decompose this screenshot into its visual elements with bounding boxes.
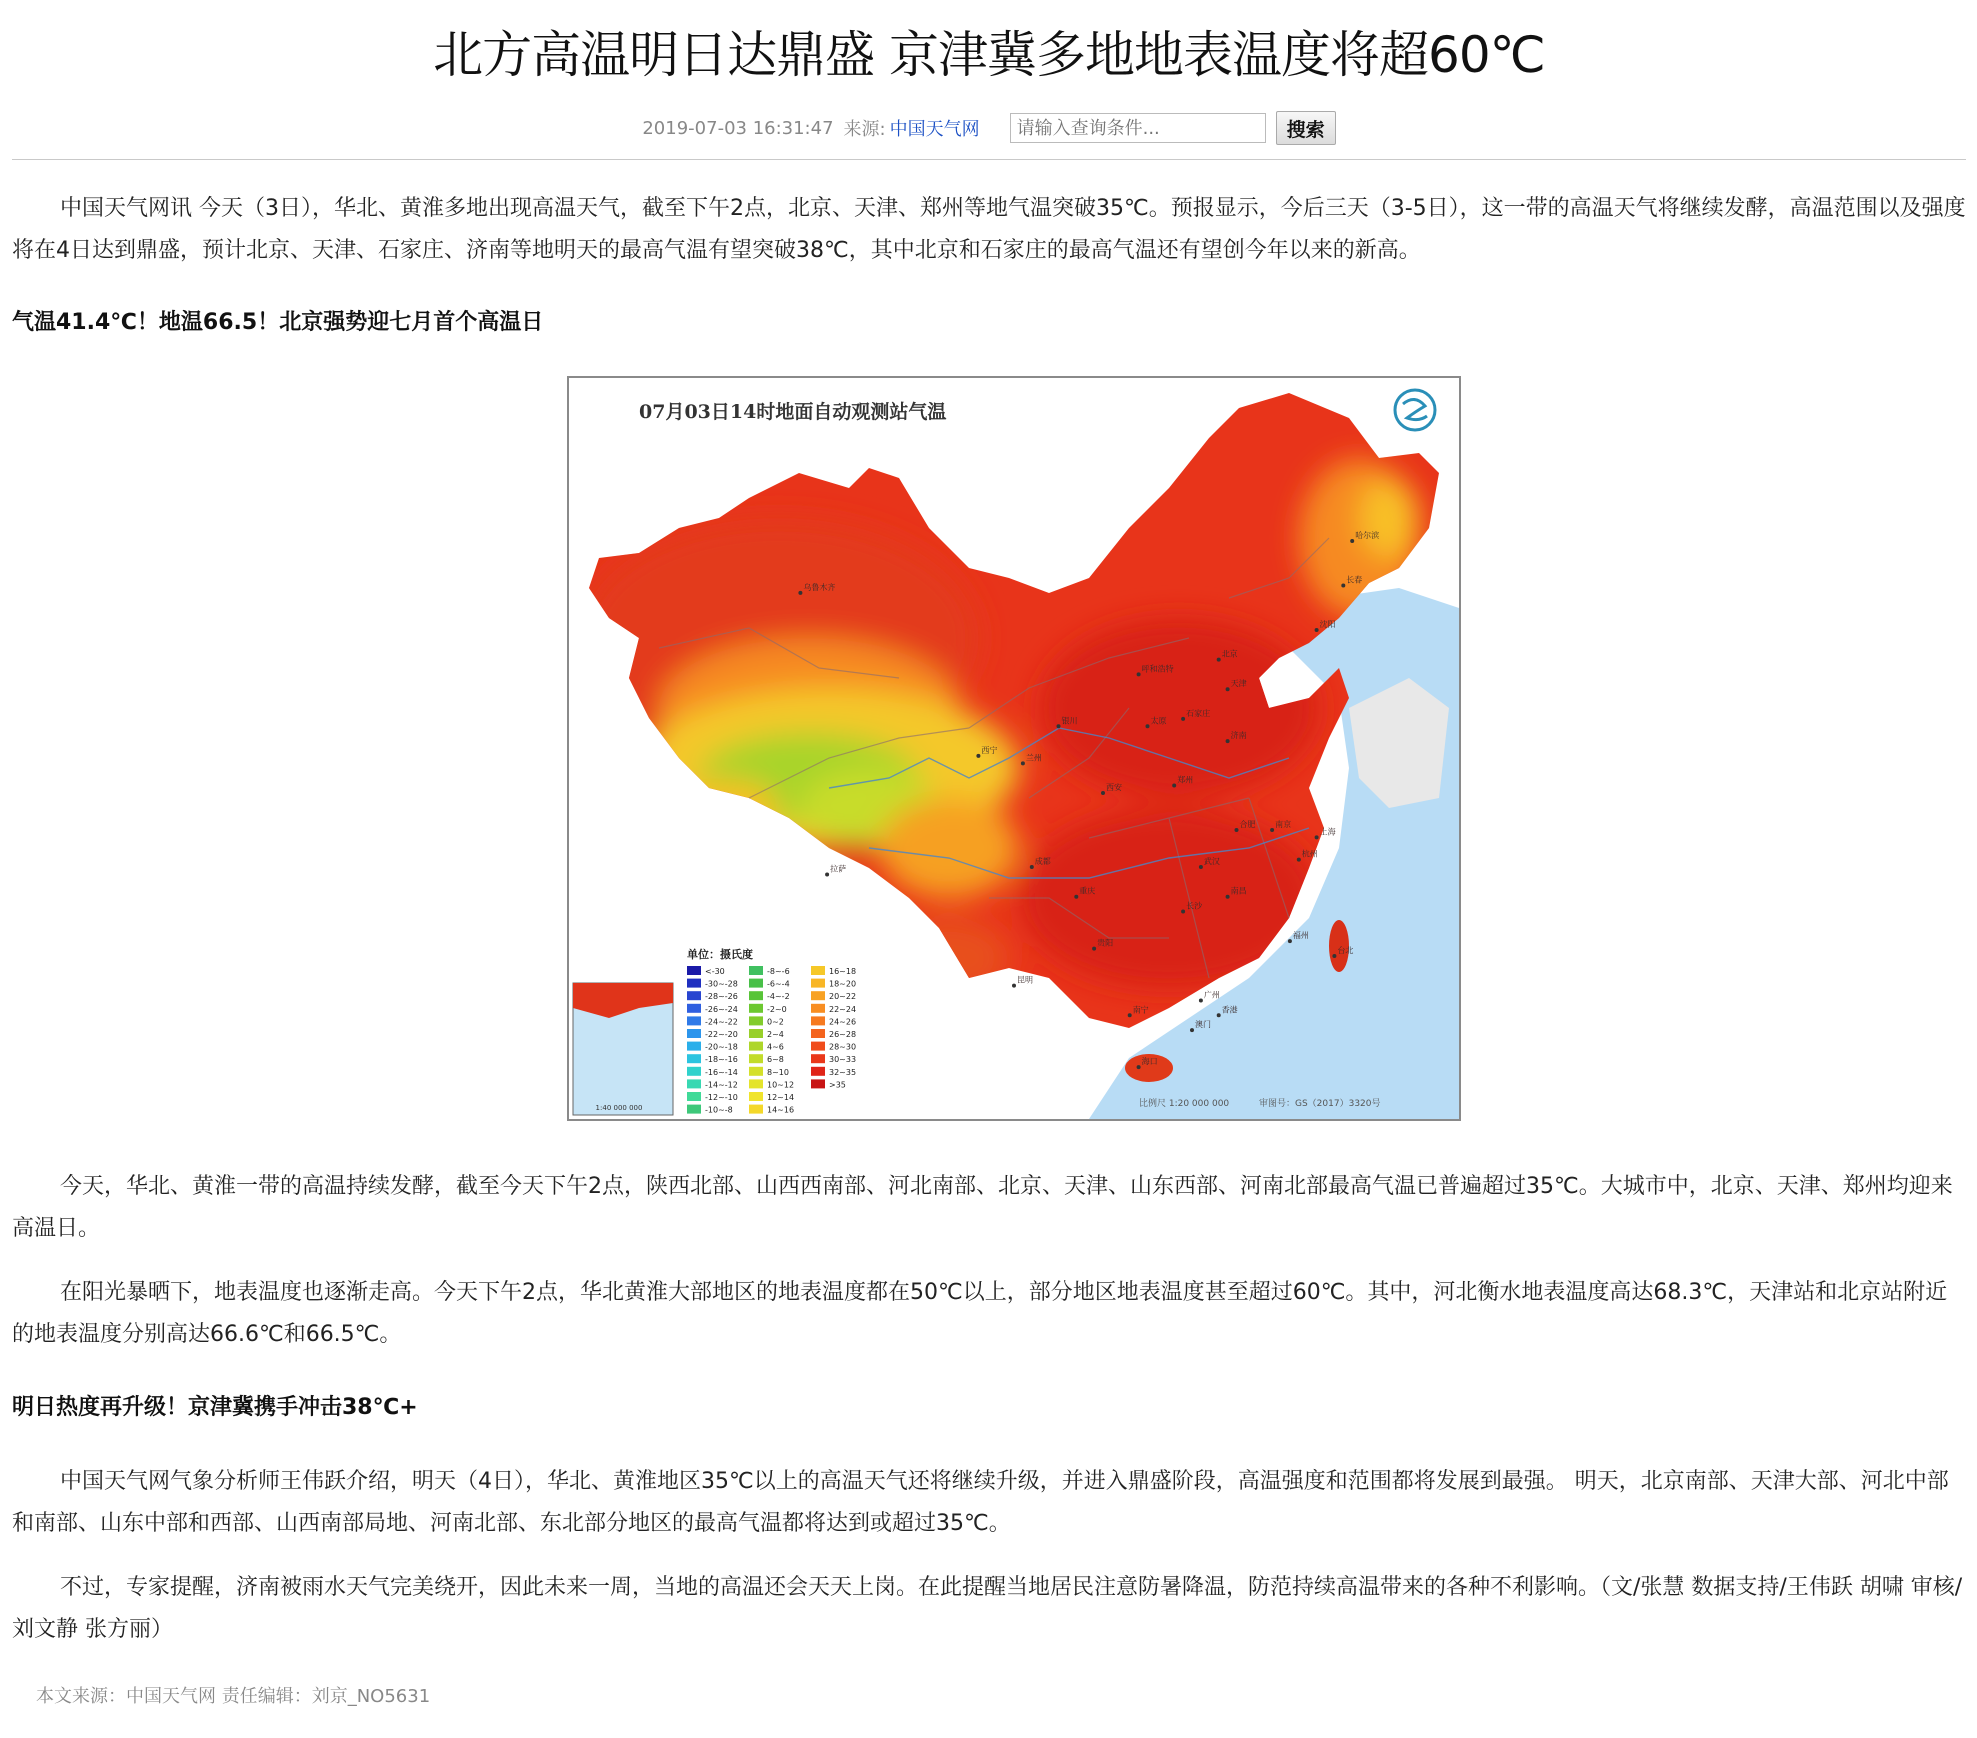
city-dot: [1172, 784, 1176, 788]
city-dot: [1146, 724, 1150, 728]
legend-swatch: [811, 1029, 825, 1038]
legend-swatch: [749, 1004, 763, 1013]
legend-label: -16~-14: [705, 1067, 738, 1077]
legend-label: 24~26: [829, 1017, 857, 1027]
subheading-1: 气温41.4℃！地温66.5！北京强势迎七月首个高温日: [12, 310, 544, 335]
city-label: 拉萨: [830, 864, 847, 874]
legend-label: -10~-8: [705, 1105, 733, 1115]
legend-swatch: [687, 991, 701, 1000]
legend-label: -4~-2: [767, 992, 790, 1002]
legend-label: 32~35: [829, 1067, 857, 1077]
city-label: 郑州: [1177, 775, 1194, 785]
city-dot: [1217, 1013, 1221, 1017]
city-label: 成都: [1034, 857, 1051, 867]
legend-label: -24~-22: [705, 1017, 738, 1027]
legend-label: 0~2: [767, 1017, 784, 1027]
city-label: 呼和浩特: [1141, 664, 1174, 674]
city-label: 台北: [1337, 945, 1354, 955]
header-divider: [12, 159, 1966, 160]
city-label: 澳门: [1195, 1020, 1211, 1030]
legend-label: -6~-4: [767, 979, 790, 989]
legend-label: 20~22: [829, 992, 857, 1002]
city-label: 上海: [1319, 827, 1336, 837]
search-button[interactable]: 搜索: [1276, 111, 1336, 145]
source-link[interactable]: 中国天气网: [889, 119, 980, 140]
legend-swatch: [811, 991, 825, 1000]
legend-label: 8~10: [767, 1067, 789, 1077]
city-dot: [1181, 717, 1185, 721]
city-dot: [1199, 865, 1203, 869]
legend-swatch: [811, 1042, 825, 1051]
legend-swatch: [811, 1067, 825, 1076]
legend-label: <-30: [705, 967, 725, 976]
legend-swatch: [749, 1042, 763, 1051]
legend-swatch: [687, 979, 701, 988]
legend-label: 12~14: [767, 1093, 795, 1102]
city-dot: [1341, 583, 1345, 587]
legend-swatch: [749, 991, 763, 1000]
city-dot: [1226, 739, 1230, 743]
legend-swatch: [749, 1054, 763, 1063]
legend-label: 26~28: [829, 1030, 857, 1039]
city-label: 西安: [1106, 782, 1122, 792]
source-label: 来源: 中国天气网: [843, 119, 980, 140]
city-dot: [1128, 1013, 1132, 1017]
legend-swatch: [687, 1029, 701, 1038]
city-label: 乌鲁木齐: [803, 582, 836, 592]
legend-swatch: [687, 1079, 701, 1088]
legend-swatch: [811, 1004, 825, 1013]
legend-title: 单位：摄氏度: [687, 948, 753, 961]
legend-label: -8~-6: [767, 967, 790, 976]
legend-swatch: [811, 1054, 825, 1063]
city-dot: [1288, 939, 1292, 943]
legend-swatch: [749, 1092, 763, 1101]
legend-swatch: [811, 966, 825, 975]
city-label: 广州: [1203, 990, 1220, 1000]
city-label: 济南: [1230, 731, 1247, 741]
city-label: 南宁: [1132, 1005, 1149, 1015]
legend-swatch: [687, 1054, 701, 1063]
legend-label: 30~33: [829, 1055, 857, 1065]
city-label: 杭州: [1301, 849, 1318, 859]
legend-label: -20~-18: [705, 1042, 738, 1052]
article-title: 北方高温明日达鼎盛 京津冀多地地表温度将超60℃: [433, 26, 1545, 84]
legend-swatch: [749, 1105, 763, 1114]
city-label: 香港: [1221, 1005, 1238, 1015]
subheading-2: 明日热度再升级！京津冀携手冲击38℃+: [12, 1395, 418, 1420]
city-dot: [1190, 1028, 1194, 1032]
city-label: 重庆: [1079, 886, 1096, 896]
city-dot: [1297, 858, 1301, 862]
legend-label: -2~0: [767, 1004, 787, 1014]
city-dot: [1199, 998, 1203, 1002]
legend-swatch: [687, 1004, 701, 1013]
legend-swatch: [687, 1092, 701, 1101]
city-dot: [1181, 910, 1185, 914]
legend-label: -14~-12: [705, 1080, 738, 1090]
map-scale-text: 比例尺 1:20 000 000: [1139, 1099, 1230, 1109]
legend-swatch: [811, 979, 825, 988]
legend-swatch: [749, 966, 763, 975]
paragraph-2: 今天，华北、黄淮一带的高温持续发酵，截至今天下午2点，陕西北部、山西西南部、河北南部、北京、天津、山东西部、河南北部最高气温已普遍超过35℃。大城市中，北京、天津、郑州均迎来高温日。: [12, 1174, 1953, 1241]
city-dot: [1315, 835, 1319, 839]
inset-scale-text: 1:40 000 000: [595, 1104, 643, 1112]
legend-label: 2~4: [767, 1030, 784, 1039]
city-label: 合肥: [1239, 820, 1256, 830]
city-label: 贵阳: [1097, 938, 1114, 948]
city-label: 海口: [1141, 1057, 1158, 1067]
legend-swatch: [811, 1016, 825, 1025]
legend-label: 22~24: [829, 1004, 857, 1014]
city-dot: [1315, 628, 1319, 632]
city-label: 武汉: [1203, 857, 1220, 867]
legend-label: -22~-20: [705, 1030, 738, 1039]
legend-label: -28~-26: [705, 992, 738, 1002]
city-dot: [1270, 828, 1274, 832]
temperature-map-figure: [567, 376, 1461, 1121]
paragraph-3: 在阳光暴晒下，地表温度也逐渐走高。今天下午2点，华北黄淮大部地区的地表温度都在50℃以上，部分地区地表温度甚至超过60℃。其中，河北衡水地表温度高达68.3℃，天津站和北京站附近的地表温度分别高达66.6℃和66.5℃。: [12, 1280, 1948, 1347]
city-dot: [825, 872, 829, 876]
south-china-sea-inset: [573, 983, 673, 1115]
temperature-map: [569, 378, 1459, 1119]
city-label: 长春: [1346, 575, 1363, 585]
legend-label: 16~18: [829, 967, 857, 976]
city-label: 银川: [1061, 716, 1078, 726]
legend-swatch: [749, 979, 763, 988]
city-dot: [1137, 672, 1141, 676]
city-dot: [1332, 954, 1336, 958]
cma-logo-icon: [1395, 390, 1435, 430]
legend-label: 14~16: [767, 1105, 795, 1115]
city-dot: [1226, 895, 1230, 899]
city-label: 西宁: [981, 745, 998, 755]
search-input[interactable]: [1010, 113, 1266, 143]
city-dot: [1217, 658, 1221, 662]
city-label: 北京: [1221, 649, 1238, 659]
map-title: 07月03日14时地面自动观测站气温: [639, 401, 947, 423]
city-label: 天津: [1230, 679, 1247, 689]
legend-label: -18~-16: [705, 1055, 738, 1065]
legend-swatch: [687, 1016, 701, 1025]
city-dot: [1101, 791, 1105, 795]
legend-label: -12~-10: [705, 1093, 738, 1102]
paragraph-intro: 中国天气网讯 今天（3日），华北、黄淮多地出现高温天气，截至下午2点，北京、天津、郑州等地气温突破35℃。预报显示，今后三天（3-5日），这一带的高温天气将继续发酵，高温范围以及强度将在4日达到鼎盛，预计北京、天津、石家庄、济南等地明天的最高气温有望突破38℃，其中北京和石家庄的最高气温还有望创今年以来的新高。: [12, 196, 1966, 263]
city-dot: [1012, 984, 1016, 988]
legend-label: 28~30: [829, 1042, 857, 1052]
city-label: 兰州: [1025, 753, 1042, 763]
legend-label: >35: [829, 1080, 846, 1090]
city-dot: [1092, 947, 1096, 951]
legend-label: 6~8: [767, 1055, 784, 1065]
article-meta: [12, 108, 1966, 148]
legend-label: -26~-24: [705, 1004, 738, 1014]
city-dot: [976, 754, 980, 758]
city-label: 福州: [1292, 931, 1309, 941]
city-label: 太原: [1150, 716, 1167, 726]
article-footer: 本文来源：中国天气网 责任编辑：刘京_NO5631: [36, 1686, 431, 1707]
legend-swatch: [687, 1042, 701, 1051]
city-dot: [1030, 865, 1034, 869]
legend-label: 18~20: [829, 979, 857, 989]
legend-swatch: [687, 966, 701, 975]
legend-label: 4~6: [767, 1042, 784, 1052]
legend-swatch: [749, 1016, 763, 1025]
city-label: 沈阳: [1319, 619, 1336, 629]
city-label: 石家庄: [1186, 708, 1211, 718]
city-dot: [1226, 687, 1230, 691]
city-label: 南昌: [1230, 886, 1247, 896]
legend-label: -30~-28: [705, 979, 738, 989]
city-label: 长沙: [1186, 901, 1203, 911]
city-label: 南京: [1275, 820, 1292, 830]
legend-swatch: [687, 1105, 701, 1114]
city-dot: [798, 591, 802, 595]
legend-swatch: [749, 1067, 763, 1076]
legend-swatch: [811, 1079, 825, 1088]
city-label: 昆明: [1017, 975, 1033, 985]
legend-swatch: [687, 1067, 701, 1076]
city-dot: [1074, 895, 1078, 899]
legend-swatch: [749, 1079, 763, 1088]
city-dot: [1235, 828, 1239, 832]
city-dot: [1350, 539, 1354, 543]
paragraph-4: 中国天气网气象分析师王伟跃介绍，明天（4日），华北、黄淮地区35℃以上的高温天气还将继续升级，并进入鼎盛阶段，高温强度和范围都将发展到最强。 明天，北京南部、天津大部、河北中部和南部、山东中部和西部、山西南部局地、河南北部、东北部分地区的最高气温都将达到或超过35℃。: [12, 1469, 1949, 1536]
city-dot: [1057, 724, 1061, 728]
city-label: 哈尔滨: [1355, 531, 1380, 541]
map-review-number: 审图号：GS（2017）3320号: [1259, 1099, 1381, 1109]
article-datetime: 2019-07-03 16:31:47: [642, 117, 834, 139]
city-dot: [1137, 1065, 1141, 1069]
paragraph-5: 不过，专家提醒，济南被雨水天气完美绕开，因此未来一周，当地的高温还会天天上岗。在此提醒当地居民注意防暑降温，防范持续高温带来的各种不利影响。（文/张慧 数据支持/王伟跃 胡啸 审核/刘文静 张方丽）: [12, 1575, 1963, 1642]
city-dot: [1021, 761, 1025, 765]
legend-swatch: [749, 1029, 763, 1038]
legend-label: 10~12: [767, 1080, 795, 1090]
